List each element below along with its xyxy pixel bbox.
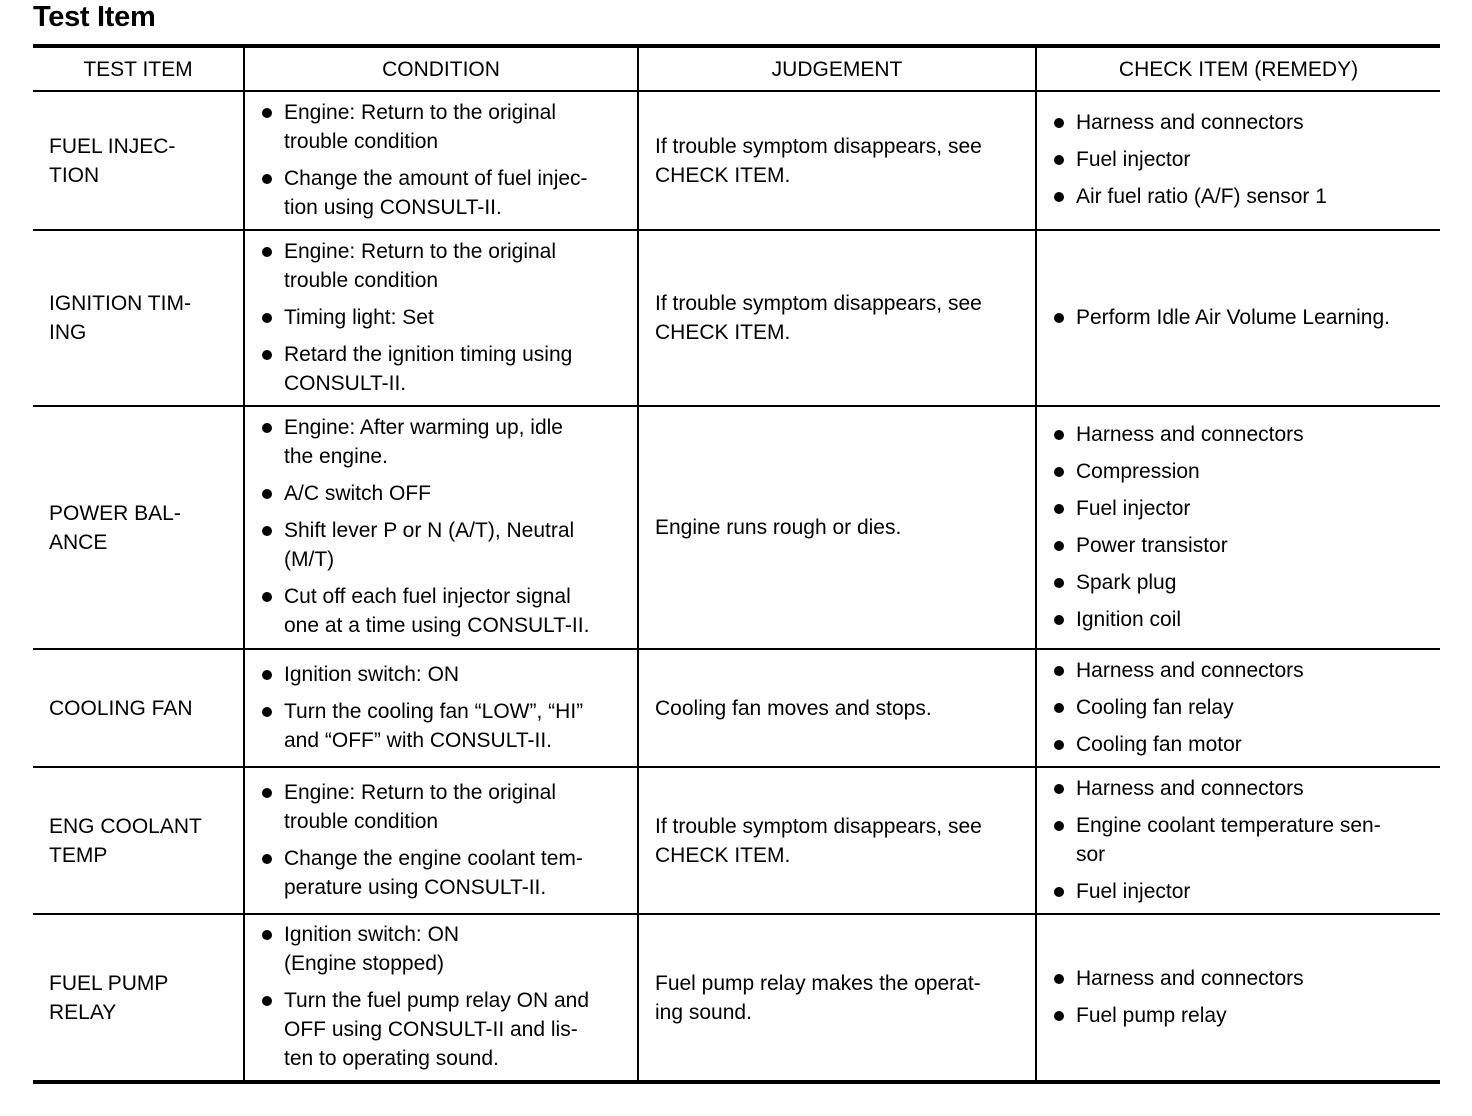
check-item-list [1053, 108, 1436, 211]
bullet-icon [1054, 467, 1064, 477]
condition-text: Ignition switch: ON [284, 923, 460, 946]
test-item-text: ANCE [49, 530, 108, 554]
bullet-icon [1054, 703, 1064, 713]
condition-list-item [261, 164, 631, 222]
bullet-icon [262, 788, 272, 798]
condition-list-item [261, 920, 631, 978]
check-item-text: Harness and connectors [1076, 776, 1304, 800]
test-item-cell [33, 649, 244, 767]
check-item-text: Engine coolant temperature sen- [1076, 813, 1381, 837]
header-row [33, 46, 1440, 91]
header-judgement: JUDGEMENT [638, 46, 1036, 91]
test-item-text: TION [49, 163, 100, 187]
condition-list [261, 660, 631, 755]
bullet-icon [262, 854, 272, 864]
condition-text: ten to operating sound. [284, 1047, 499, 1070]
condition-list-item [261, 303, 631, 332]
table-row [33, 914, 1440, 1082]
judgement-text: Cooling fan moves and stops. [655, 696, 932, 720]
bullet-icon [262, 350, 272, 360]
check-item-text: Harness and connectors [1076, 658, 1304, 682]
header-condition: CONDITION [244, 46, 638, 91]
check-item-list-item [1053, 108, 1436, 137]
condition-text: Change the amount of fuel injec- [284, 166, 588, 190]
bullet-icon [262, 592, 272, 602]
bullet-icon [1054, 1011, 1064, 1021]
check-item-list [1053, 774, 1436, 906]
bullet-icon [1054, 784, 1064, 794]
test-item-text: ING [49, 321, 87, 344]
condition-cell [244, 406, 638, 649]
check-item-list-item [1053, 877, 1436, 906]
bullet-icon [1054, 155, 1064, 165]
condition-text: Engine: Return to the original [284, 780, 557, 804]
check-item-list-item [1053, 420, 1436, 449]
condition-list-item [261, 778, 631, 836]
check-item-text: Harness and connectors [1076, 111, 1304, 134]
condition-list-item [261, 582, 631, 640]
bullet-icon [1054, 430, 1064, 440]
test-item-text: TEMP [49, 843, 108, 867]
bullet-icon [1054, 118, 1064, 128]
condition-text: the engine. [284, 445, 388, 468]
check-item-text: Fuel injector [1076, 148, 1191, 171]
condition-text: (M/T) [284, 548, 335, 571]
judgement-cell [638, 230, 1036, 406]
check-item-list-item [1053, 774, 1436, 803]
condition-list-item [261, 237, 631, 295]
bullet-icon [1054, 504, 1064, 514]
check-item-text: Ignition coil [1076, 607, 1182, 631]
condition-list-item [261, 660, 631, 689]
judgement-text: CHECK ITEM. [655, 163, 791, 187]
page-title: Test Item [33, 1, 156, 33]
judgement-text: If trouble symptom disappears, see [655, 292, 982, 315]
test-item-text: POWER BAL- [49, 501, 181, 525]
condition-text: Retard the ignition timing using [284, 342, 573, 366]
condition-text: Engine: Return to the original [284, 239, 557, 263]
check-item-list [1053, 656, 1436, 759]
test-item-table [33, 44, 1440, 1084]
judgement-text: Engine runs rough or dies. [655, 516, 902, 539]
bullet-icon [1054, 313, 1064, 323]
header-check-item: CHECK ITEM (REMEDY) [1036, 46, 1440, 91]
check-item-list-item [1053, 494, 1436, 523]
check-item-text: Perform Idle Air Volume Learning. [1076, 305, 1390, 329]
condition-list-item [261, 516, 631, 574]
condition-list [261, 920, 631, 1073]
test-item-text: FUEL PUMP [49, 971, 169, 995]
condition-text: Turn the fuel pump relay ON and [284, 989, 590, 1012]
check-item-cell [1036, 406, 1440, 649]
test-item-cell [33, 767, 244, 914]
condition-text: trouble condition [284, 268, 439, 292]
check-item-list-item [1053, 964, 1436, 993]
check-item-text: Fuel injector [1076, 496, 1191, 520]
condition-cell [244, 91, 638, 230]
condition-cell [244, 230, 638, 406]
bullet-icon [262, 174, 272, 184]
check-item-cell [1036, 230, 1440, 406]
judgement-cell [638, 914, 1036, 1082]
judgement-cell [638, 649, 1036, 767]
condition-text: Timing light: Set [284, 305, 434, 329]
condition-text: one at a time using CONSULT-II. [284, 614, 590, 637]
check-item-list-item [1053, 1001, 1436, 1030]
condition-text: Cut off each fuel injector signal [284, 585, 571, 608]
check-item-list-item [1053, 531, 1436, 560]
condition-list [261, 237, 631, 398]
judgement-text: If trouble symptom disappears, see [655, 134, 982, 158]
check-item-cell [1036, 767, 1440, 914]
condition-list-item [261, 697, 631, 755]
condition-list-item [261, 413, 631, 471]
check-item-text: Cooling fan relay [1076, 695, 1234, 719]
condition-list-item [261, 986, 631, 1073]
bullet-icon [262, 526, 272, 536]
judgement-text: CHECK ITEM. [655, 321, 791, 344]
condition-list [261, 778, 631, 902]
bullet-icon [1054, 666, 1064, 676]
check-item-text: Fuel pump relay [1076, 1003, 1227, 1027]
judgement-text: ing sound. [655, 1000, 752, 1024]
table-row [33, 230, 1440, 406]
check-item-list-item [1053, 145, 1436, 174]
check-item-list-item [1053, 605, 1436, 634]
condition-list [261, 413, 631, 640]
bullet-icon [1054, 578, 1064, 588]
condition-text: CONSULT-II. [284, 371, 407, 395]
check-item-text: Harness and connectors [1076, 966, 1304, 990]
condition-text: A/C switch OFF [284, 482, 432, 505]
test-item-text: COOLING FAN [49, 696, 193, 720]
test-item-text: FUEL INJEC- [49, 134, 176, 158]
bullet-icon [1054, 541, 1064, 551]
test-item-cell [33, 406, 244, 649]
check-item-list [1053, 964, 1436, 1030]
condition-text: (Engine stopped) [284, 952, 444, 975]
bullet-icon [262, 313, 272, 323]
condition-list-item [261, 98, 631, 156]
table-row [33, 649, 1440, 767]
test-item-cell [33, 230, 244, 406]
check-item-text: Air fuel ratio (A/F) sensor 1 [1076, 185, 1327, 208]
check-item-list-item [1053, 568, 1436, 597]
condition-text: trouble condition [284, 129, 439, 153]
condition-text: Shift lever P or N (A/T), Neutral [284, 519, 575, 542]
check-item-text: Cooling fan motor [1076, 732, 1242, 756]
check-item-list-item [1053, 656, 1436, 685]
condition-text: Engine: Return to the original [284, 100, 557, 124]
condition-list-item [261, 844, 631, 902]
condition-text: Turn the cooling fan “LOW”, “HI” [284, 699, 584, 723]
judgement-cell [638, 406, 1036, 649]
condition-list [261, 98, 631, 222]
bullet-icon [262, 423, 272, 433]
check-item-list-item [1053, 693, 1436, 722]
check-item-text: sor [1076, 842, 1106, 866]
check-item-list-item [1053, 730, 1436, 759]
test-item-text: ENG COOLANT [49, 814, 202, 838]
check-item-list [1053, 420, 1436, 634]
test-item-cell [33, 914, 244, 1082]
condition-text: and “OFF” with CONSULT-II. [284, 728, 552, 752]
condition-cell [244, 914, 638, 1082]
condition-text: Change the engine coolant tem- [284, 846, 583, 870]
check-item-list [1053, 303, 1436, 332]
table-row [33, 767, 1440, 914]
check-item-list-item [1053, 182, 1436, 211]
table-row [33, 406, 1440, 649]
bullet-icon [262, 930, 272, 940]
bullet-icon [262, 489, 272, 499]
judgement-text: If trouble symptom disappears, see [655, 814, 982, 838]
check-item-text: Power transistor [1076, 533, 1228, 557]
condition-text: perature using CONSULT-II. [284, 875, 547, 899]
bullet-icon [1054, 887, 1064, 897]
check-item-text: Spark plug [1076, 570, 1177, 594]
condition-text: Engine: After warming up, idle [284, 416, 563, 439]
condition-list-item [261, 340, 631, 398]
bullet-icon [262, 108, 272, 118]
check-item-text: Harness and connectors [1076, 422, 1304, 446]
header-test-item: TEST ITEM [33, 46, 244, 91]
bullet-icon [1054, 821, 1064, 831]
condition-list-item [261, 479, 631, 508]
condition-cell [244, 767, 638, 914]
bullet-icon [262, 247, 272, 257]
check-item-list-item [1053, 303, 1436, 332]
judgement-text: Fuel pump relay makes the operat- [655, 971, 981, 995]
condition-text: OFF using CONSULT-II and lis- [284, 1018, 578, 1041]
bullet-icon [1054, 740, 1064, 750]
check-item-cell [1036, 91, 1440, 230]
test-item-cell [33, 91, 244, 230]
bullet-icon [1054, 974, 1064, 984]
bullet-icon [262, 996, 272, 1006]
check-item-text: Compression [1076, 459, 1200, 483]
bullet-icon [262, 707, 272, 717]
table-row [33, 91, 1440, 230]
condition-text: tion using CONSULT-II. [284, 195, 502, 219]
check-item-cell [1036, 914, 1440, 1082]
bullet-icon [1054, 192, 1064, 202]
judgement-cell [638, 91, 1036, 230]
check-item-cell [1036, 649, 1440, 767]
test-item-text: IGNITION TIM- [49, 292, 191, 315]
judgement-cell [638, 767, 1036, 914]
condition-text: trouble condition [284, 809, 439, 833]
check-item-list-item [1053, 811, 1436, 869]
check-item-text: Fuel injector [1076, 879, 1191, 903]
bullet-icon [1054, 615, 1064, 625]
check-item-list-item [1053, 457, 1436, 486]
condition-cell [244, 649, 638, 767]
judgement-text: CHECK ITEM. [655, 843, 791, 867]
condition-text: Ignition switch: ON [284, 662, 460, 686]
test-item-text: RELAY [49, 1000, 117, 1024]
bullet-icon [262, 670, 272, 680]
